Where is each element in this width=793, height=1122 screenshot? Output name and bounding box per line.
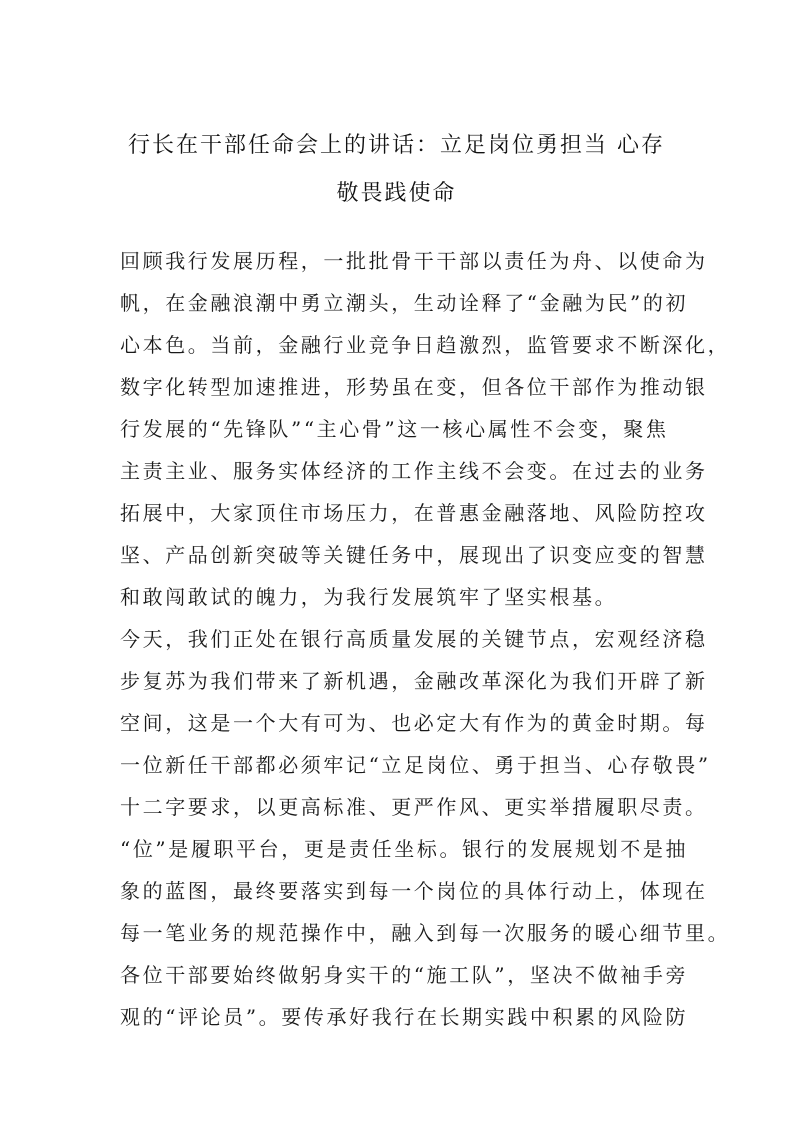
body-text-line: “位”是履职平台，更是责任坐标。银行的发展规划不是抽 xyxy=(120,837,689,861)
body-text-line: 和敢闯敢试的魄力，为我行发展筑牢了坚实根基。 xyxy=(120,585,618,609)
body-text-line: 行发展的“先锋队”“主心骨”这一核心属性不会变，聚焦 xyxy=(120,417,669,441)
body-text-line: 空间，这是一个大有可为、也必定大有作为的黄金时期。每 xyxy=(120,711,708,735)
body-text-line: 步复苏为我们带来了新机遇，金融改革深化为我们开辟了新 xyxy=(120,669,708,693)
body-text-line: 一位新任干部都必须牢记“立足岗位、勇于担当、心存敬畏” xyxy=(120,753,711,777)
body-text-line: 今天，我们正处在银行高质量发展的关键节点，宏观经济稳 xyxy=(120,627,708,651)
document-title-line-2: 敬畏践使命 xyxy=(336,181,457,206)
body-text-line: 帆，在金融浪潮中勇立潮头，生动诠释了“金融为民”的初 xyxy=(120,291,689,315)
body-text-line: 心本色。当前，金融行业竞争日趋激烈，监管要求不断深化， xyxy=(120,333,731,357)
document-title-line-1: 行长在干部任命会上的讲话：立足岗位勇担当 心存 xyxy=(128,133,665,158)
body-text-line: 每一笔业务的规范操作中，融入到每一次服务的暖心细节里。 xyxy=(120,921,731,945)
body-text-line: 拓展中，大家顶住市场压力，在普惠金融落地、风险防控攻 xyxy=(120,501,708,525)
body-text-line: 主责主业、服务实体经济的工作主线不会变。在过去的业务 xyxy=(120,459,708,483)
body-text-line: 十二字要求，以更高标准、更严作风、更实举措履职尽责。 xyxy=(120,795,708,819)
body-text-line: 象的蓝图，最终要落实到每一个岗位的具体行动上，体现在 xyxy=(120,879,708,903)
body-text-line: 坚、产品创新突破等关键任务中，展现出了识变应变的智慧 xyxy=(120,543,708,567)
body-text-line: 数字化转型加速推进，形势虽在变，但各位干部作为推动银 xyxy=(120,375,708,399)
body-text-line: 各位干部要始终做躬身实干的“施工队”，坚决不做袖手旁 xyxy=(120,963,689,987)
body-text-line: 回顾我行发展历程，一批批骨干干部以责任为舟、以使命为 xyxy=(120,249,708,273)
body-text-line: 观的“评论员”。要传承好我行在长期实践中积累的风险防 xyxy=(120,1005,689,1029)
